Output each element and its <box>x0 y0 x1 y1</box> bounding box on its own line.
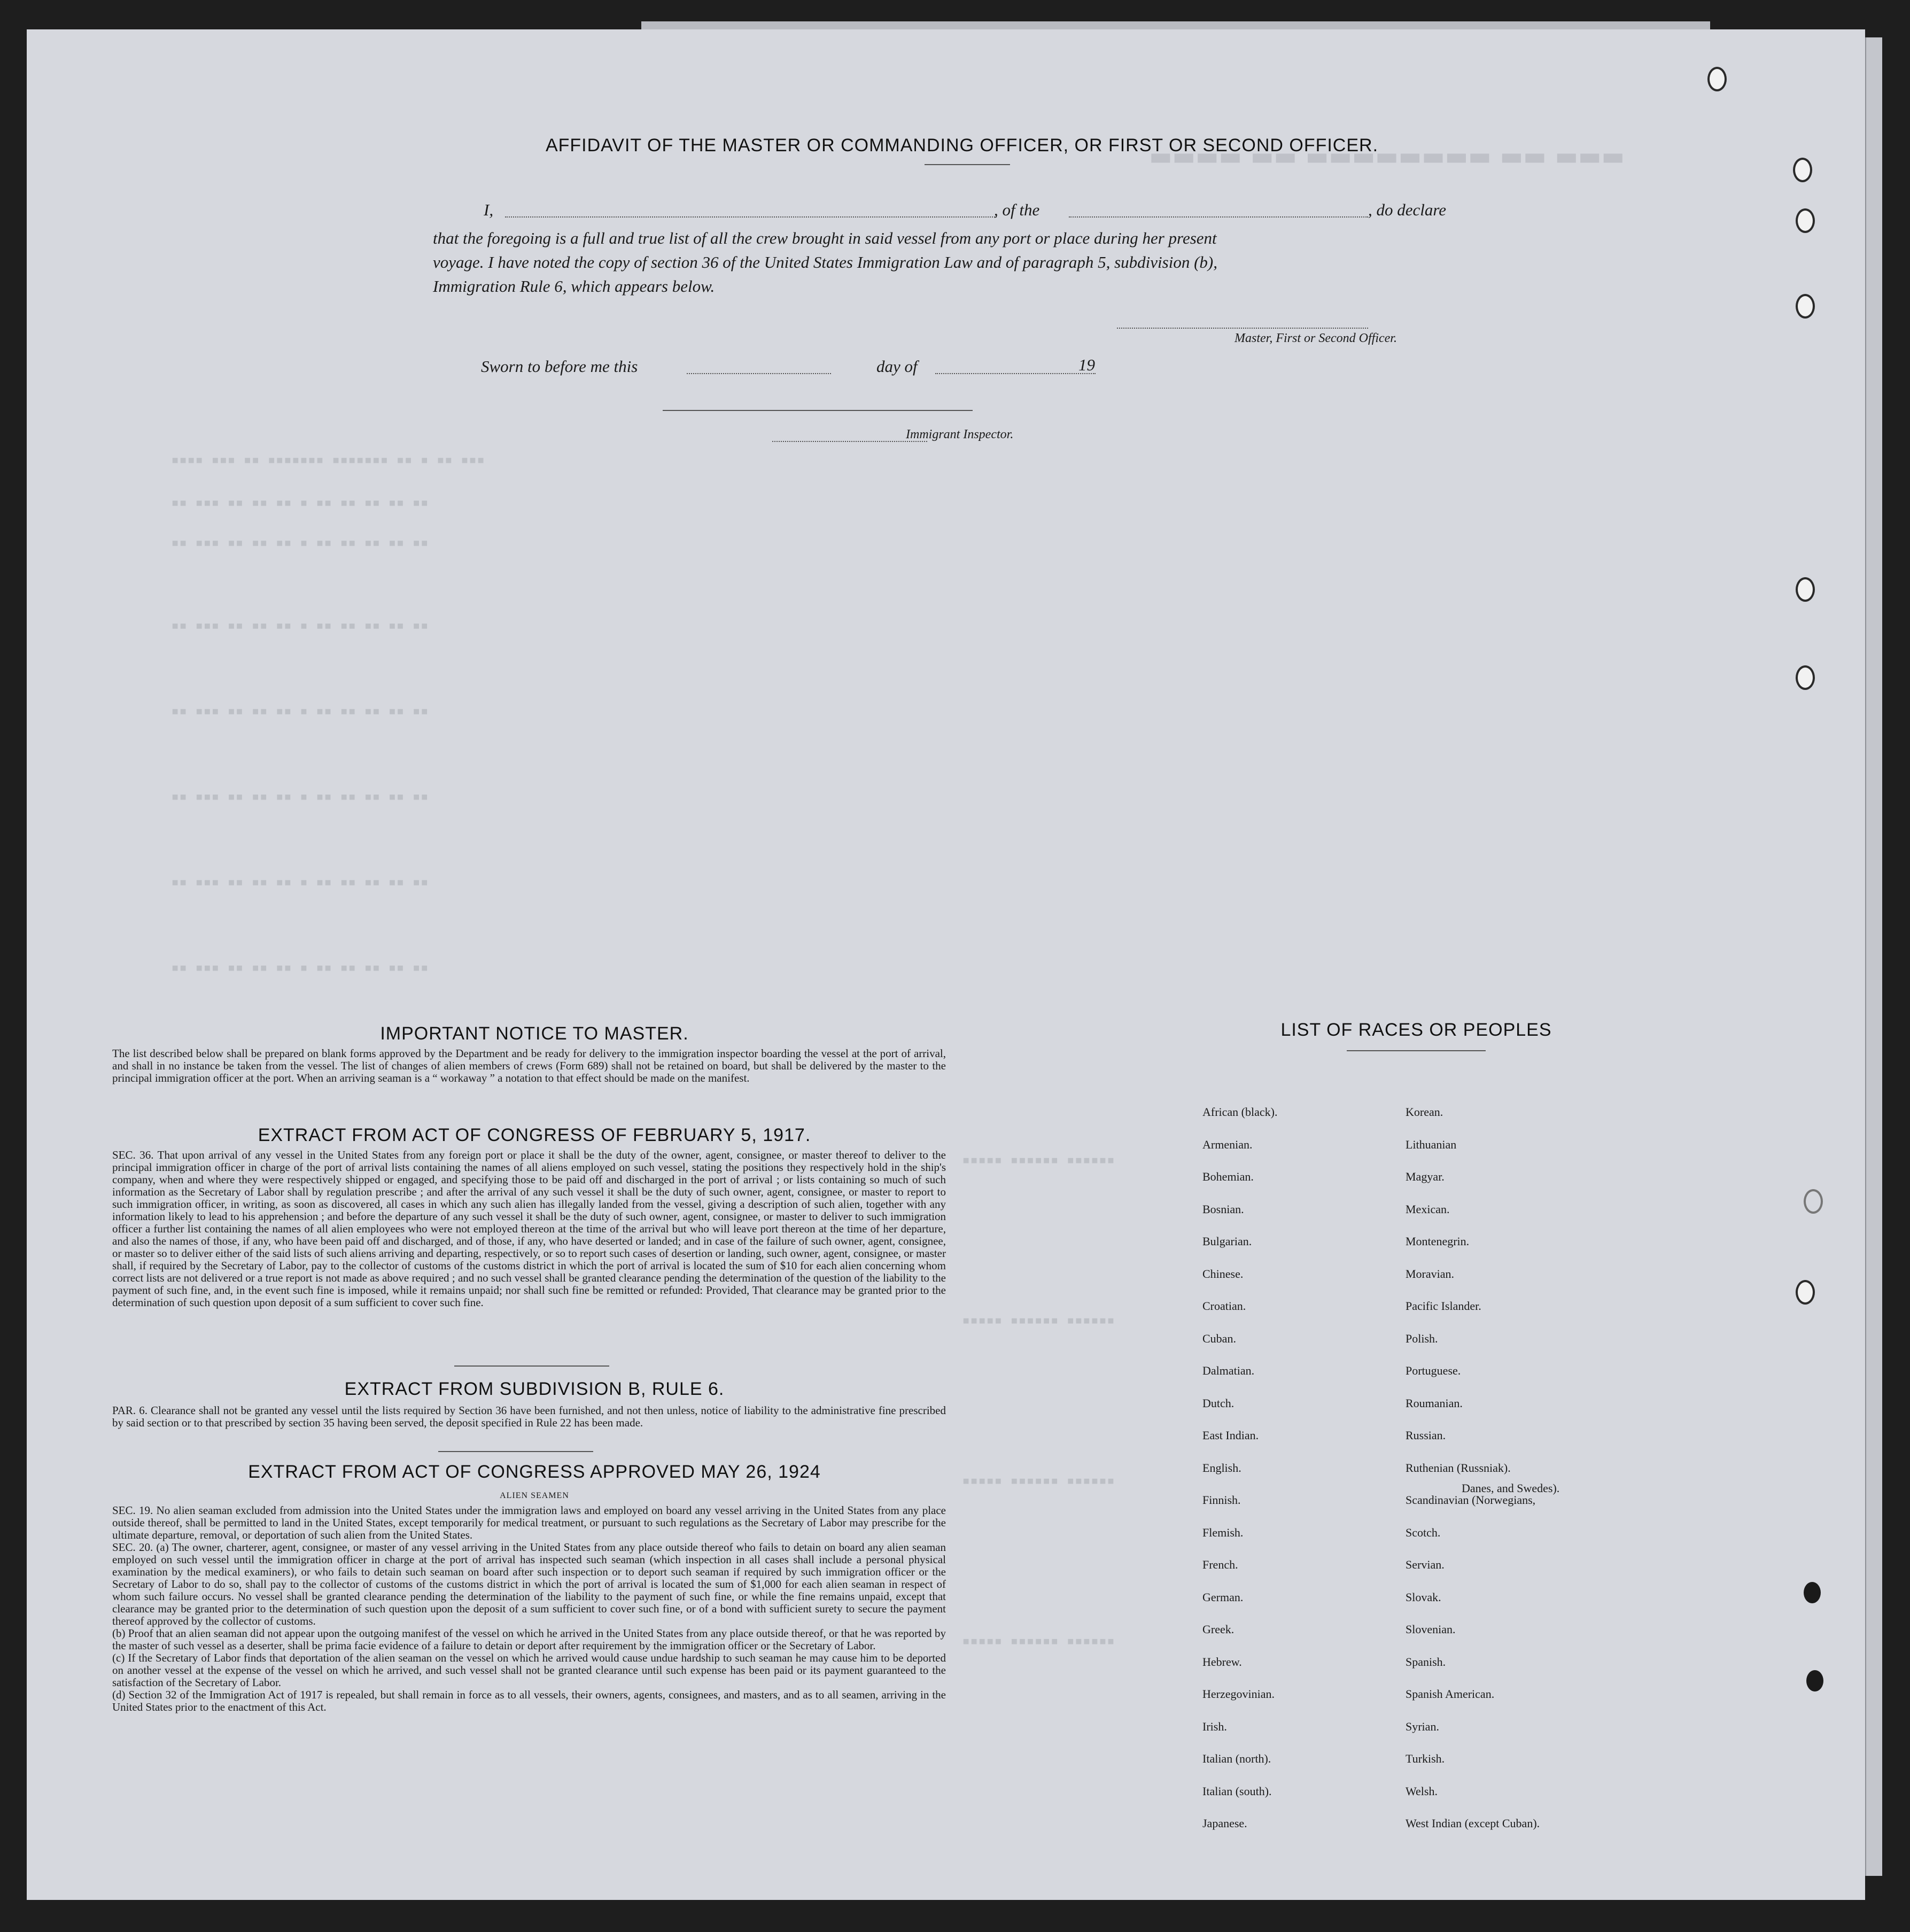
race-item: Chinese. <box>1202 1267 1244 1281</box>
notice-title: IMPORTANT NOTICE TO MASTER. <box>380 1023 689 1044</box>
race-item: East Indian. <box>1202 1429 1259 1442</box>
bleed-through-row: ▪▪▪▪▪ ▪▪▪▪▪▪ ▪▪▪▪▪▪ <box>962 1472 1115 1488</box>
title-underline <box>925 164 1010 165</box>
binder-hole <box>1804 1189 1823 1214</box>
master-signature-label: Master, First or Second Officer. <box>1234 331 1397 345</box>
race-item: Korean. <box>1406 1105 1443 1119</box>
race-item: Lithuanian <box>1406 1137 1457 1151</box>
affidavit-do-declare: , do declare <box>1368 200 1447 219</box>
race-item: Bohemian. <box>1202 1170 1254 1183</box>
affidavit-line-2: that the foregoing is a full and true list of all the crew brought in said vessel from any port or place during her present <box>433 229 1217 247</box>
binder-hole <box>1806 1670 1823 1692</box>
race-item: Finnish. <box>1202 1493 1241 1507</box>
bleed-through-row: ▪▪▪▪ ▪▪▪ ▪▪ ▪▪▪▪▪▪▪ ▪▪▪▪▪▪▪ ▪▪ ▪ ▪▪ ▪▪▪ <box>171 452 485 467</box>
race-item: Greek. <box>1202 1623 1234 1636</box>
sworn-year-label: 19 <box>1078 355 1095 374</box>
extract-1924-p3: (b) Proof that an alien seaman did not appear upon the outgoing manifest of the vessel on which he arrived in the United States from any place outside thereof, or that he was reported by the master of such vessel as a deserter, shall be prima facie evidence of a failure to detain or deport after requirement by the immigration officer or the Secretary of Labor. <box>112 1627 946 1652</box>
race-item: Pacific Islander. <box>1406 1299 1481 1313</box>
affidavit-line-4: Immigration Rule 6, which appears below. <box>433 277 715 296</box>
race-item: English. <box>1202 1461 1241 1475</box>
bleed-through-row: ▪▪▪▪▪ ▪▪▪▪▪▪ ▪▪▪▪▪▪ <box>962 1312 1115 1328</box>
section-divider <box>454 1365 609 1367</box>
extract-1917-title: EXTRACT FROM ACT OF CONGRESS OF FEBRUARY 5, 1917. <box>258 1125 811 1145</box>
binder-hole <box>1707 67 1727 91</box>
bleed-through-row: ▪▪ ▪▪▪ ▪▪ ▪▪ ▪▪ ▪ ▪▪ ▪▪ ▪▪ ▪▪ ▪▪ <box>171 617 429 633</box>
extract-1924-p5: (d) Section 32 of the Immigration Act of 1917 is repealed, but shall remain in force as to all vessels, their owners, agents, consignees, and masters, and as to all seamen, arriving in the United States prior to the enactment of this Act. <box>112 1688 946 1713</box>
race-item: Montenegrin. <box>1406 1235 1470 1248</box>
race-item: Flemish. <box>1202 1525 1244 1539</box>
race-item: Magyar. <box>1406 1170 1445 1183</box>
binder-hole <box>1804 1582 1821 1603</box>
race-item: Irish. <box>1202 1719 1227 1733</box>
bleed-through-row: ▪▪ ▪▪▪ ▪▪ ▪▪ ▪▪ ▪ ▪▪ ▪▪ ▪▪ ▪▪ ▪▪ <box>171 494 429 510</box>
race-item: Portuguese. <box>1406 1364 1461 1377</box>
extract-1924-p1: SEC. 19. No alien seaman excluded from admission into the United States under the immigration laws and employed on board any vessel arriving in the United States from any place outside thereof, shall be permitted to land in the United States, except temporarily for medical treatment, or pursuant to such regulations as the Secretary of Labor may prescribe for the ultimate departure, removal, or deportation of such alien from the United States. <box>112 1504 946 1541</box>
extract-rule6-title: EXTRACT FROM SUBDIVISION B, RULE 6. <box>344 1379 725 1399</box>
bleed-through-row: ▪▪ ▪▪▪ ▪▪ ▪▪ ▪▪ ▪ ▪▪ ▪▪ ▪▪ ▪▪ ▪▪ <box>171 874 429 889</box>
race-item: Armenian. <box>1202 1137 1253 1151</box>
name-blank-line[interactable] <box>505 216 997 218</box>
extract-1924-p4: (c) If the Secretary of Labor finds that deportation of the alien seaman on the vessel on which he arrived would cause undue hardship to such seaman he may cause him to be deported on another vessel at the expense of the vessel on which he arrived, and such vessel shall not be granted clearance until such expense has been paid or its payment guaranteed to the satisfaction of the Secretary of Labor. <box>112 1651 946 1689</box>
race-item: Spanish. <box>1406 1655 1446 1669</box>
race-item: Italian (north). <box>1202 1752 1271 1765</box>
binder-hole <box>1796 665 1815 690</box>
notice-text: The list described below shall be prepared on blank forms approved by the Department and be ready for delivery to the immigration inspector boarding the vessel at the port of arrival, and shall in no instance be taken from the vessel. The list of changes of alien members of crews (Form 689) shall not be retained on board, but shall be delivered by the master to the principal immigration officer at the port. When an arriving seaman is a “ workaway ” a notation to that effect should be made on the manifest. <box>112 1047 946 1084</box>
master-signature-line[interactable] <box>1117 328 1368 329</box>
race-item: Scandinavian (Norwegians, <box>1406 1493 1536 1507</box>
race-item: Bulgarian. <box>1202 1235 1252 1248</box>
binder-hole <box>1796 208 1815 233</box>
race-item: Syrian. <box>1406 1719 1439 1733</box>
extract-rule6-text: PAR. 6. Clearance shall not be granted any vessel until the lists required by Section 36 have been furnished, and not then unless, notice of liability to the administrative fine prescribed by said section or to that prescribed by section 35 having been served, the deposit specified in Rule 22 has been made. <box>112 1404 946 1429</box>
race-item: Croatian. <box>1202 1299 1246 1313</box>
race-item: Danes, and Swedes). <box>1462 1481 1560 1495</box>
race-item: Slovak. <box>1406 1590 1441 1604</box>
sworn-month-line[interactable] <box>935 373 1096 374</box>
race-item: West Indian (except Cuban). <box>1406 1817 1540 1830</box>
affidavit-of-the: , of the <box>994 200 1040 219</box>
races-title: LIST OF RACES OR PEOPLES <box>1280 1020 1552 1040</box>
bleed-through-row: ▪▪▪▪▪ ▪▪▪▪▪▪ ▪▪▪▪▪▪ <box>962 1633 1115 1648</box>
bleed-through-row: ▪▪ ▪▪▪ ▪▪ ▪▪ ▪▪ ▪ ▪▪ ▪▪ ▪▪ ▪▪ ▪▪ <box>171 788 429 804</box>
binder-hole <box>1796 577 1815 602</box>
race-item: Ruthenian (Russniak). <box>1406 1461 1511 1475</box>
document-page <box>27 29 1865 1900</box>
bleed-through-heading: ▬▬▬ ▬▬ ▬▬▬▬▬▬▬▬ ▬▬ ▬▬▬▬ <box>1149 142 1625 170</box>
day-of-label: day of <box>876 357 918 376</box>
race-item: Dalmatian. <box>1202 1364 1255 1377</box>
race-item: Japanese. <box>1202 1817 1247 1830</box>
extract-1924-body <box>112 1504 946 1713</box>
race-item: French. <box>1202 1558 1238 1571</box>
race-item: Russian. <box>1406 1429 1446 1442</box>
race-item: Polish. <box>1406 1331 1438 1345</box>
race-item: Roumanian. <box>1406 1396 1463 1410</box>
extract-1924-subtitle: ALIEN SEAMEN <box>500 1491 569 1500</box>
race-item: Herzegovinian. <box>1202 1687 1275 1701</box>
sworn-label: Sworn to before me this <box>481 357 638 376</box>
affidavit-line-3: voyage. I have noted the copy of section 36 of the United States Immigration Law and of paragraph 5, subdivision (b), <box>433 253 1217 271</box>
bleed-through-row: ▪▪ ▪▪▪ ▪▪ ▪▪ ▪▪ ▪ ▪▪ ▪▪ ▪▪ ▪▪ ▪▪ <box>171 534 429 550</box>
bleed-through-row: ▪▪ ▪▪▪ ▪▪ ▪▪ ▪▪ ▪ ▪▪ ▪▪ ▪▪ ▪▪ ▪▪ <box>171 703 429 718</box>
affidavit-i-label: I, <box>484 200 494 219</box>
binder-hole <box>1796 1280 1815 1305</box>
race-item: Moravian. <box>1406 1267 1455 1281</box>
affidavit-title: AFFIDAVIT OF THE MASTER OR COMMANDING OFFICER, OR FIRST OR SECOND OFFICER. <box>545 135 1379 156</box>
race-item: Spanish American. <box>1406 1687 1495 1701</box>
race-item: Welsh. <box>1406 1784 1438 1798</box>
races-title-underline <box>1347 1050 1486 1051</box>
race-item: Cuban. <box>1202 1331 1236 1345</box>
binder-hole <box>1796 294 1815 319</box>
vessel-blank-line[interactable] <box>1069 216 1368 218</box>
race-item: Italian (south). <box>1202 1784 1272 1798</box>
race-item: Hebrew. <box>1202 1655 1242 1669</box>
section-divider <box>438 1451 593 1452</box>
bleed-through-row: ▪▪▪▪▪ ▪▪▪▪▪▪ ▪▪▪▪▪▪ <box>962 1152 1115 1167</box>
inspector-label: Immigrant Inspector. <box>906 428 1014 441</box>
bleed-through-row: ▪▪ ▪▪▪ ▪▪ ▪▪ ▪▪ ▪ ▪▪ ▪▪ ▪▪ ▪▪ ▪▪ <box>171 959 429 975</box>
sworn-day-line[interactable] <box>687 373 831 374</box>
sheet-edge <box>1865 37 1882 1876</box>
race-item: Slovenian. <box>1406 1623 1456 1636</box>
race-item: Scotch. <box>1406 1525 1441 1539</box>
extract-1924-title: EXTRACT FROM ACT OF CONGRESS APPROVED MAY 26, 1924 <box>248 1462 821 1482</box>
binder-hole <box>1793 158 1812 182</box>
extract-1924-p2: SEC. 20. (a) The owner, charterer, agent, consignee, or master of any vessel arriving in the United States from any place outside thereof who fails to detain on board any alien seaman employed on such vessel until the immigration officer in charge at the port of arrival has inspected such seaman (which inspection in all cases shall include a personal physical examination by the medical examiners), or who fails to detain such seaman on board after such inspection or to deport such seaman if required by such immigration officer or the Secretary of Labor to do so, shall pay to the collector of customs of the customs district in which the port of arrival is located the sum of $1,000 for each alien seaman in respect of whom such failure occurs. No vessel shall be granted clearance pending the determination of the liability to the payment of such fine, or while the fine remains unpaid, except that clearance may be granted prior to the determination of such question upon the deposit of a sum sufficient to cover such fine, or of a bond with sufficient surety to secure the payment thereof approved by the collector of customs. <box>112 1541 946 1627</box>
inspector-signature-line[interactable] <box>772 441 927 442</box>
race-item: Servian. <box>1406 1558 1445 1571</box>
race-item: Mexican. <box>1406 1202 1450 1216</box>
race-item: African (black). <box>1202 1105 1278 1119</box>
race-item: Turkish. <box>1406 1752 1445 1765</box>
extract-1917-text: SEC. 36. That upon arrival of any vessel in the United States from any foreign port or place it shall be the duty of the owner, agent, consignee, or master thereof to deliver to the principal immigration officer in charge of the port of arrival lists containing the names of all aliens employed on such vessel, stating the positions they respectively hold in the ship's company, when and where they were respectively shipped or engaged, and specifying those to be paid off and discharged in the port of arrival ; or lists containing so much of such information as the Secretary of Labor shall by regulation prescribe ; and after the arrival of any such vessel it shall be the duty of such owner, agent, consignee, or master to report to such immigration officer, in writing, as soon as discovered, all cases in which any such alien has illegally landed from the vessel, giving a description of such alien, together with any information likely to lead to his apprehension ; and before the departure of any such vessel it shall be the duty of such owner, agent, consignee, or master to deliver to such immigration officer a further list containing the names of all alien employees who were not employed thereon at the time of the arrival but who will leave port thereon at the time of her departure, and also the names of those, if any, who have been paid off and discharged, and of those, if any, who have deserted or landed; and in case of the failure of such owner, agent, consignee, or master so to deliver either of the said lists of such aliens arriving and departing, respectively, or so to report such cases of desertion or landing, such owner, agent, consignee, or master shall, if required by the Secretary of Labor, pay to the collector of customs of the customs district in which the port of arrival is located the sum of $10 for each alien concerning whom correct lists are not delivered or a true report is not made as above required ; and no such vessel shall be granted clearance pending the determination of the question of the liability to the payment of such fine, and, in the event such fine is imposed, while it remains unpaid; nor shall such fine be remitted or refunded: Provided, That clearance may be granted prior to the determination of such question upon deposit of a sum sufficient to cover such fine. <box>112 1149 946 1309</box>
inspector-upper-line <box>663 410 973 411</box>
race-item: German. <box>1202 1590 1244 1604</box>
race-item: Bosnian. <box>1202 1202 1244 1216</box>
race-item: Dutch. <box>1202 1396 1234 1410</box>
